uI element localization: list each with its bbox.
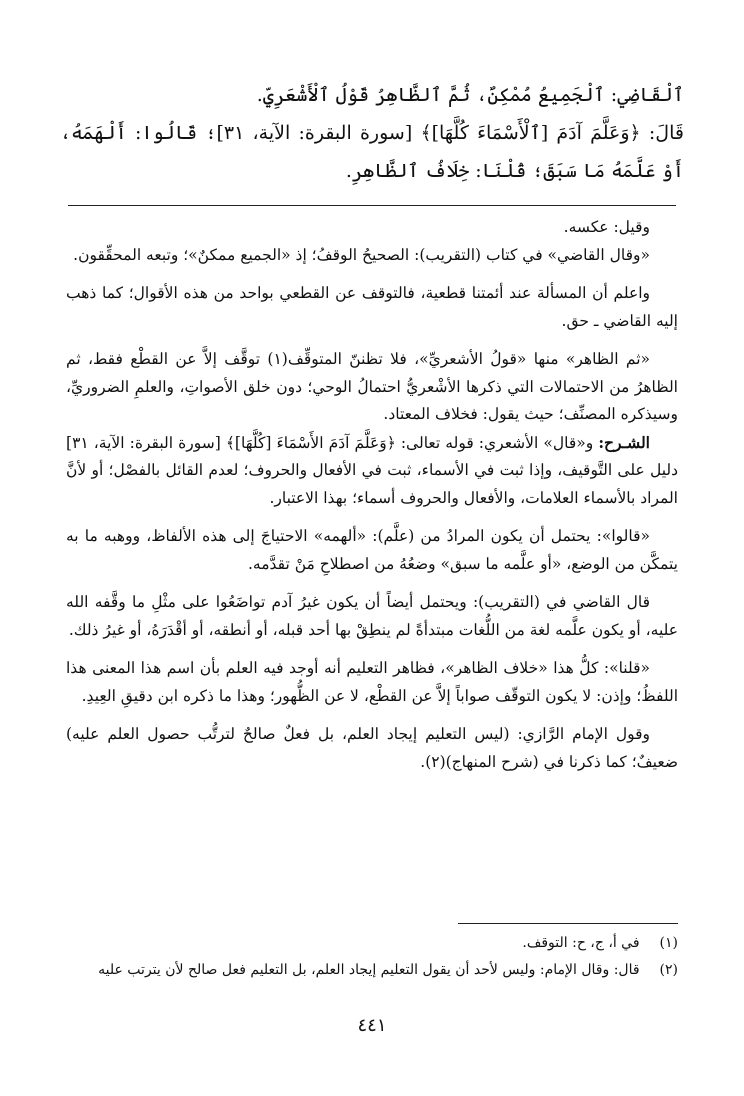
main-text-line-1: ٱلْقَاضِي: ٱلْجَمِيعُ مُمْكِنٌ، ثُمَّ ٱلظَّاهِرُ قَوْلُ ٱلْأَشْعَرِيِّ. [256,84,684,106]
commentary-paragraph: «وقال القاضي» في كتاب (التقريب): الصحيحُ الوقفُ؛ إذ «الجميع ممكنٌ»؛ وتبعه المحقِّقون. [73,245,650,264]
commentary-paragraph: واعلم أن المسألة عند أئمتنا قطعية، فالتوقف عن القطعي بواحد من هذه الأقوال؛ كما ذهب إليه القاضي ـ حق. [66,284,678,330]
page-number: ٤٤١ [357,1015,387,1036]
footnote-number: (١) [659,935,678,951]
commentary [66,214,678,787]
commentary-paragraph: وقيل: عكسه. [563,218,650,236]
main-text-line-2: قَالَ: ﴿وَعَلَّمَ آدَمَ [ٱلْأَسْمَاءَ كُلَّهَا]﴾ [سورة البقرة: الآية، ٣١]؛ قَالُوا: أَلْهَمَهُ، أَوْ عَلَّمَهُ مَا سَبَقَ؛ قُلْنَا: خِلَافُ ٱلظَّاهِرِ. [60,122,684,182]
commentary-paragraph-sharh [66,429,678,513]
footnote-2 [66,957,678,984]
footnote-separator [458,923,678,924]
footnotes [66,930,678,984]
commentary-paragraph: قال القاضي في (التقريب): ويحتمل أيضاً أن يكون غيرُ آدم تواضَعُوا على مثْلِ ما وقَّفه الله عليه، أو يكون علَّمه لغة من اللُّغات مبتدأةً لم ينطِقْ بها أحد قبله، أو أنطقه، أو أقْدَرَهُ، أو غيرُ ذلك. [66,593,678,639]
commentary-paragraph: وقول الإمام الرَّازي: (ليس التعليم إيجاد العلم، بل فعلٌ صالحٌ لترتُّب حصول العلم عليه) ضعيفٌ؛ كما ذكرنا في (شرح المنهاج)(٢). [66,725,678,771]
footnote-number: (٢) [659,962,678,978]
sharh-text: و«قال» الأشعري: قوله تعالى: ﴿وَعَلَّمَ آدَمَ الأَسْمَاءَ [كُلَّهَا]﴾ [سورة البقرة: الآية، ٣١] دليل على التَّوقيف، وإذا ثبت في الأسماء، ثبت في الأفعال والحروف؛ لعدم القائل بالفصْل؛ أو لأنَّ المراد بالأسماء العلامات، والأفعال والحروف أسماء؛ بهذا الاعتبار. [66,433,678,507]
commentary-paragraph: «قالوا»: يحتمل أن يكون المرادُ من (علَّم): «ألهمه» الاحتياجَ إلى هذه الألفاظ، ووهبه ما به يتمكَّن من الوضع، «أو علَّمه ما سبق» وضعُهُ من اصطلاحِ مَنْ تقدَّمه. [66,527,678,573]
footnote-text: في أ، ج، ح: التوقف. [522,935,640,951]
sharh-label: الشـرح: [598,432,650,452]
footnote-text: قال: وقال الإمام: وليس لأحد أن يقول التعليم إيجاد العلم، بل التعليم فعل صالح لأن يترتب عليه [98,962,640,978]
commentary-paragraph: «ثم الظاهر» منها «قولُ الأشعريِّ»، فلا تظننّ المتوقِّف(١) توقَّف إلاَّ عن القطْع فقط، ثم الظاهرُ من الاحتمالات التي ذكرها الأشْعريُّ احتمالُ الوحي؛ دون خلق الأصواتِ، والعلمِ الضروريِّ، وسيذكره المصنِّف؛ حيث يقول: فخلاف المعتاد. [66,350,678,423]
commentary-paragraph: «قلنا»: كلُّ هذا «خلاف الظاهر»، فظاهر التعليم أنه أوجد فيه العلم بأن اسم هذا المعنى هذا اللفظُ؛ وإذن: لا يكون التوقّف صواباً إلاَّ عن القطْع، لا عن الظُّهور؛ وهذا ما ذكره ابن دقيقِ العِيدِ. [66,659,678,705]
main-text [60,76,684,190]
separator-line [68,205,676,206]
footnote-1 [66,930,678,957]
